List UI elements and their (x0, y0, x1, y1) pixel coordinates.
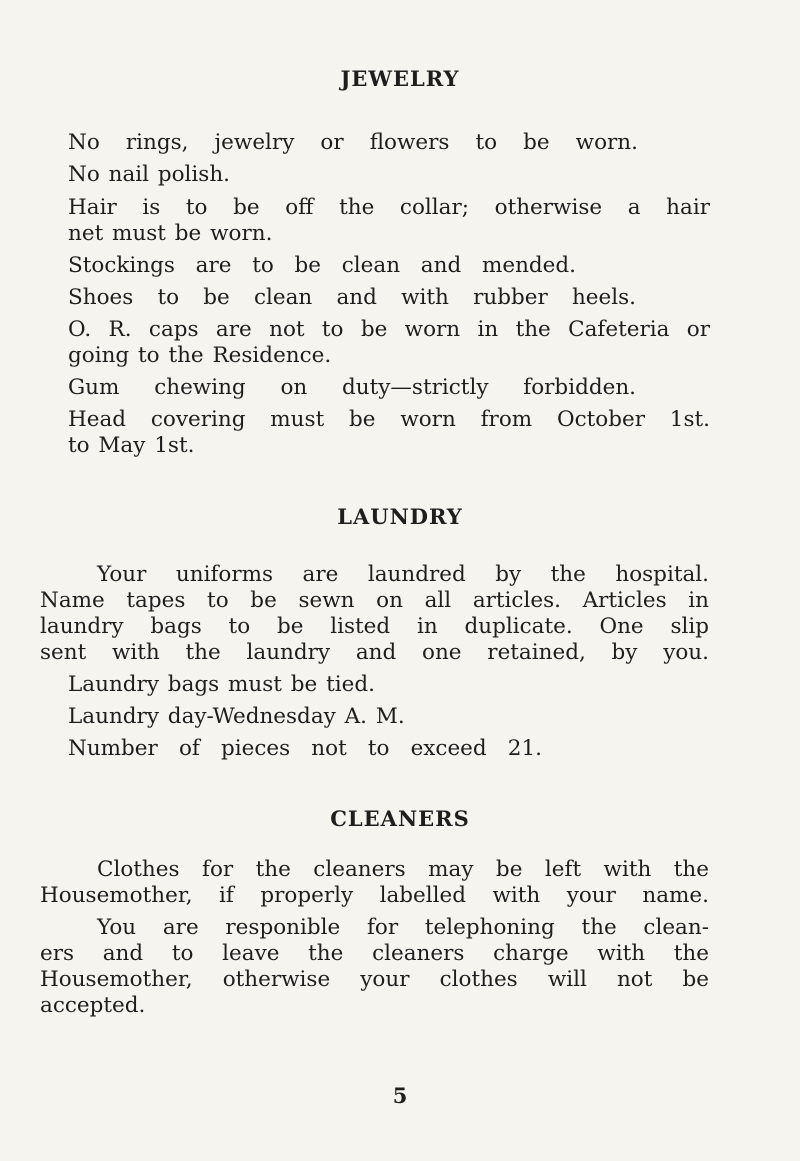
laundry-line: sent with the laundry and one retained, by you. (40, 640, 709, 665)
jewelry-line: Gum chewing on duty—strictly forbidden. (68, 375, 636, 400)
laundry-line: Name tapes to be sewn on all articles. Articles in (40, 588, 709, 613)
jewelry-line: O. R. caps are not to be worn in the Cafeteria or (68, 317, 710, 342)
cleaners-heading: CLEANERS (330, 806, 470, 831)
jewelry-line: going to the Residence. (68, 343, 332, 368)
cleaners-line: accepted. (40, 993, 146, 1018)
jewelry-heading: JEWELRY (340, 66, 460, 91)
laundry-line: Number of pieces not to exceed 21. (68, 736, 542, 761)
laundry-line: Laundry day-Wednesday A. M. (68, 704, 405, 729)
laundry-heading: LAUNDRY (337, 504, 463, 529)
jewelry-line: Stockings are to be clean and mended. (68, 253, 576, 278)
laundry-line: Laundry bags must be tied. (68, 672, 375, 697)
jewelry-line: No rings, jewelry or flowers to be worn. (68, 130, 638, 155)
cleaners-line: You are responible for telephoning the clean- (97, 915, 709, 940)
laundry-line: laundry bags to be listed in duplicate. One slip (40, 614, 709, 639)
jewelry-line: Head covering must be worn from October 1st. (68, 407, 710, 432)
page-number: 5 (392, 1083, 408, 1108)
jewelry-line: to May 1st. (68, 433, 195, 458)
cleaners-line: Housemother, if properly labelled with your name. (40, 883, 709, 908)
laundry-line: Your uniforms are laundred by the hospital. (97, 562, 709, 587)
cleaners-line: Clothes for the cleaners may be left with the (97, 857, 709, 882)
jewelry-line: No nail polish. (68, 162, 231, 187)
jewelry-line: Hair is to be off the collar; otherwise a hair (68, 195, 710, 220)
jewelry-line: net must be worn. (68, 221, 273, 246)
jewelry-line: Shoes to be clean and with rubber heels. (68, 285, 636, 310)
cleaners-line: Housemother, otherwise your clothes will not be (40, 967, 709, 992)
cleaners-line: ers and to leave the cleaners charge with the (40, 941, 709, 966)
